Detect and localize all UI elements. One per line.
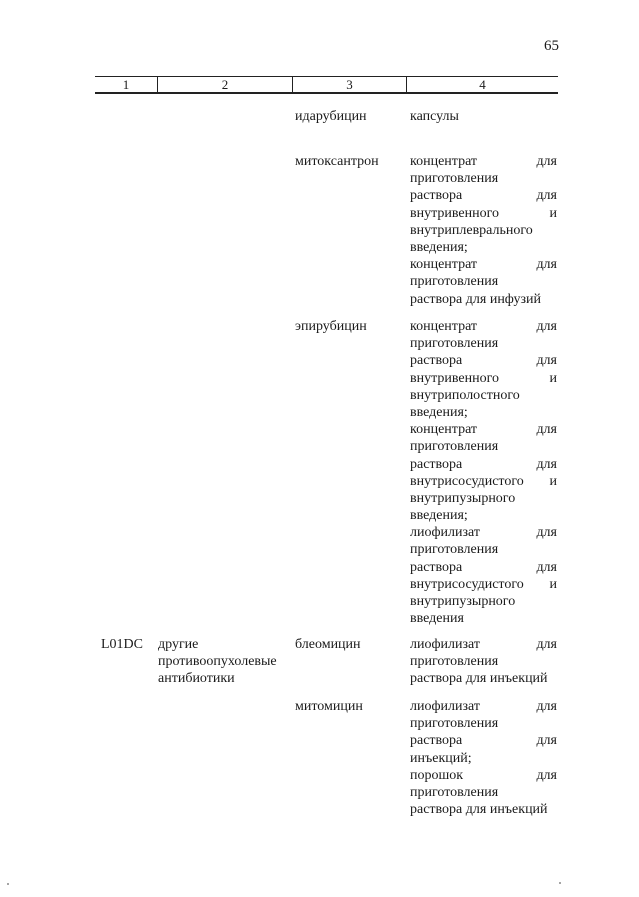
table-header <box>95 76 558 93</box>
dosage-form-word: раствора <box>410 188 463 204</box>
dosage-form-word: концентрат <box>410 319 478 334</box>
dosage-form-line <box>410 153 557 170</box>
drug-group-line: противоопухолевые <box>158 654 277 670</box>
dosage-forms <box>410 153 557 308</box>
dosage-form-line <box>410 473 557 490</box>
dosage-form-word: для <box>536 733 557 749</box>
drug-name: митоксантрон <box>295 154 379 169</box>
dosage-form-word: концентрат <box>410 154 478 169</box>
dosage-form-word: лиофилизат <box>410 699 481 714</box>
dosage-form-word: внутривенного <box>410 370 500 386</box>
dosage-form-word: внутривенного <box>410 205 500 221</box>
scan-speck <box>7 883 9 885</box>
drug-name: идарубицин <box>295 109 367 124</box>
dosage-form-line <box>410 318 557 335</box>
dosage-form-word: для <box>536 422 557 438</box>
dosage-form-line: приготовления <box>410 274 499 290</box>
atc-code: L01DC <box>101 637 143 652</box>
drug-group-line: другие <box>158 637 199 652</box>
dosage-forms <box>410 108 557 125</box>
dosage-form-line: приготовления <box>410 439 499 455</box>
dosage-form-word: и <box>549 205 557 221</box>
dosage-form-line: внутриполостного <box>410 387 520 403</box>
dosage-form-line <box>410 576 557 593</box>
dosage-form-line: внутрипузырного <box>410 594 516 609</box>
dosage-form-line <box>410 205 557 222</box>
dosage-form-line <box>410 187 557 204</box>
drug-group-line: антибиотики <box>158 671 235 687</box>
dosage-form-word: для <box>536 559 557 575</box>
dosage-form-line: приготовления <box>410 716 499 732</box>
dosage-form-word: и <box>549 473 557 489</box>
dosage-form-word: раствора <box>410 559 463 575</box>
dosage-form-word: для <box>536 456 557 472</box>
dosage-form-line <box>410 524 557 541</box>
dosage-form-word: внутрисосудистого <box>410 473 524 489</box>
dosage-form-word: раствора <box>410 456 463 472</box>
dosage-form-line <box>410 456 557 473</box>
drug-name: митомицин <box>295 699 363 714</box>
drug-name: эпирубицин <box>295 319 367 334</box>
dosage-form-line <box>410 352 557 369</box>
dosage-form-word: для <box>536 767 557 783</box>
dosage-form-line: раствора для инъекций <box>410 802 548 818</box>
dosage-form-word: и <box>549 370 557 386</box>
drug-name: блеомицин <box>295 637 361 652</box>
dosage-form-line: введения; <box>410 508 468 524</box>
dosage-form-line <box>410 559 557 576</box>
dosage-form-word: порошок <box>410 767 464 783</box>
dosage-form-line: приготовления <box>410 336 499 352</box>
dosage-form-line <box>410 698 557 715</box>
dosage-form-line: введения; <box>410 404 468 420</box>
dosage-form-word: раствора <box>410 353 463 369</box>
dosage-form-line: внутриплеврального <box>410 222 533 238</box>
drug-group <box>158 636 277 688</box>
dosage-form-word: лиофилизат <box>410 525 481 541</box>
dosage-form-word: лиофилизат <box>410 637 481 652</box>
dosage-form-word: концентрат <box>410 422 478 438</box>
dosage-form-line: раствора для инфузий <box>410 291 542 307</box>
dosage-form-word: и <box>549 576 557 592</box>
header-cell-1: 1 <box>122 77 130 92</box>
header-underline <box>95 93 558 94</box>
dosage-form-line <box>410 256 557 273</box>
dosage-form-word: для <box>536 257 557 273</box>
scan-speck <box>559 882 561 884</box>
header-cell-4: 4 <box>479 77 486 92</box>
dosage-form-word: для <box>536 353 557 369</box>
dosage-form-line: приготовления <box>410 654 499 670</box>
dosage-form-line: введения <box>410 611 464 627</box>
dosage-form-line <box>410 767 557 784</box>
dosage-form-word: для <box>536 154 557 169</box>
dosage-form-line: инъекций; <box>410 750 472 766</box>
dosage-form-word: для <box>536 525 557 541</box>
dosage-form-word: для <box>536 637 557 652</box>
dosage-form-word: для <box>536 188 557 204</box>
dosage-form-line <box>410 421 557 438</box>
header-cell-3: 3 <box>346 77 353 92</box>
dosage-form-line <box>410 636 557 653</box>
dosage-form-line <box>410 732 557 749</box>
dosage-form-line <box>410 370 557 387</box>
dosage-forms <box>410 636 557 688</box>
header-cell-2: 2 <box>221 77 229 92</box>
dosage-form-line: приготовления <box>410 171 499 187</box>
dosage-form-line: приготовления <box>410 542 499 558</box>
dosage-form-word: для <box>536 699 557 714</box>
dosage-form-word: для <box>536 319 557 334</box>
dosage-form-line: приготовления <box>410 784 499 800</box>
dosage-form-line: внутрипузырного <box>410 490 516 506</box>
dosage-form-word: раствора <box>410 733 463 749</box>
dosage-forms <box>410 698 557 818</box>
dosage-form-word: внутрисосудистого <box>410 576 524 592</box>
dosage-form-line: раствора для инъекций <box>410 671 548 687</box>
dosage-form-word: концентрат <box>410 257 478 273</box>
dosage-form-line: капсулы <box>410 109 459 124</box>
dosage-forms <box>410 318 557 627</box>
dosage-form-line: введения; <box>410 239 468 255</box>
page-number: 65 <box>544 38 559 54</box>
